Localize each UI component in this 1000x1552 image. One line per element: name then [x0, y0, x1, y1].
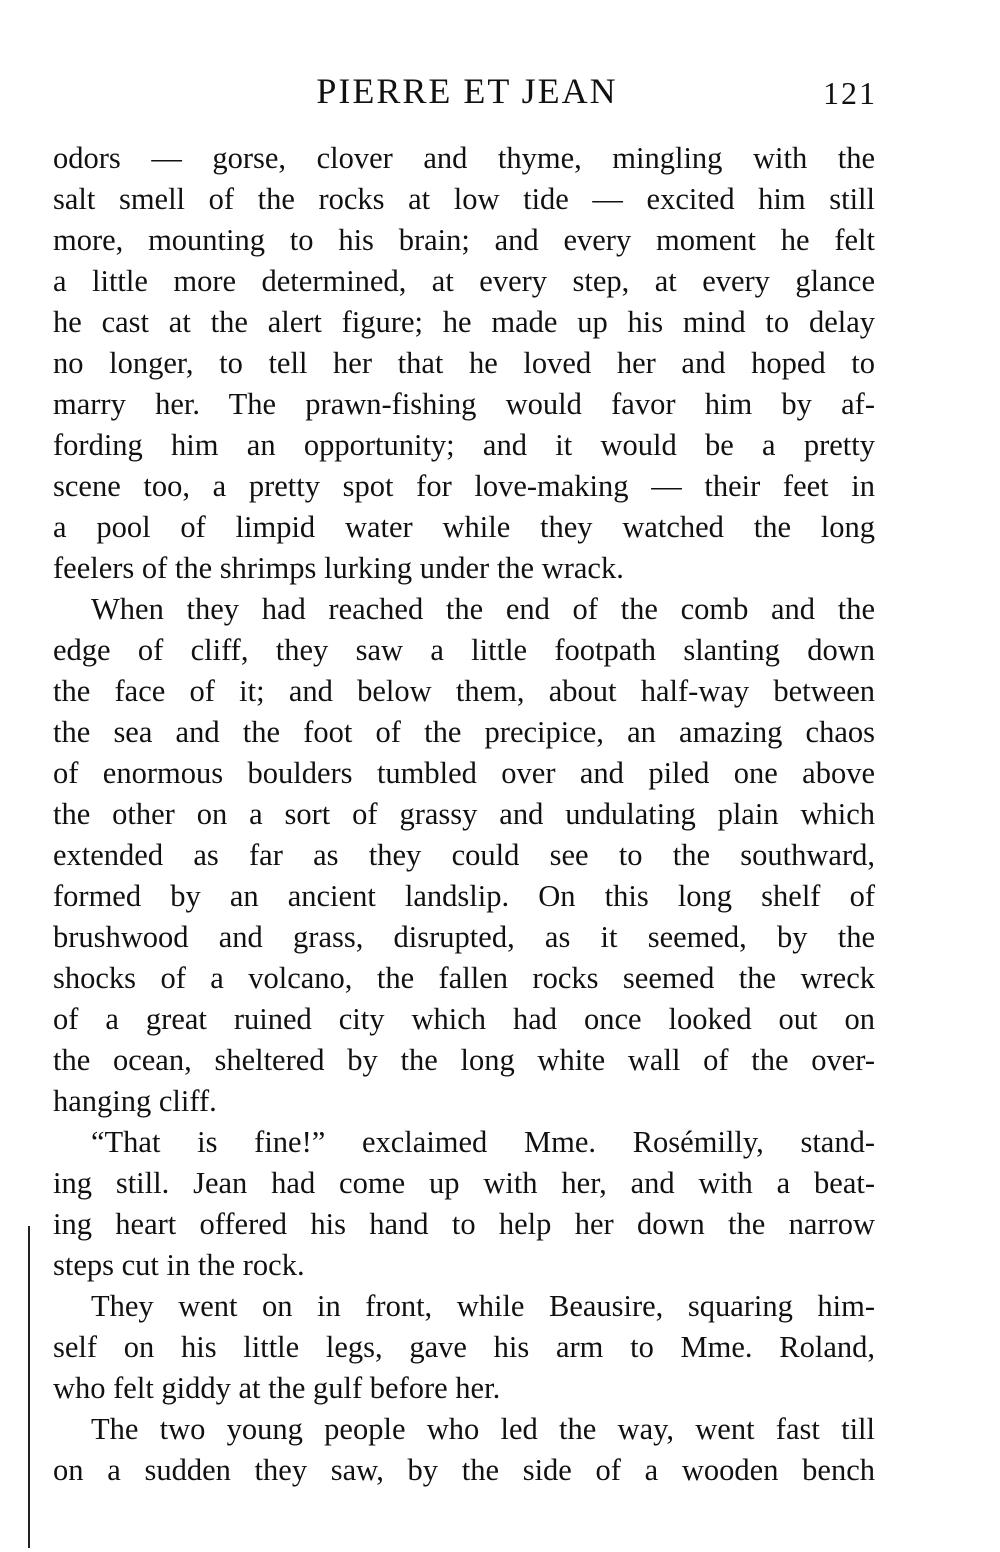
- body-text: [53, 138, 875, 1491]
- text-line: edge of cliff, they saw a little footpath slanting down: [53, 633, 875, 667]
- text-line: shocks of a volcano, the fallen rocks seemed the wreck: [53, 961, 875, 995]
- text-line: marry her. The prawn-fishing would favor him by af-: [53, 387, 875, 421]
- text-line: of enormous boulders tumbled over and piled one above: [53, 756, 875, 790]
- text-line: salt smell of the rocks at low tide — excited him still: [53, 182, 875, 216]
- text-line: steps cut in the rock.: [53, 1248, 305, 1282]
- text-line: a pool of limpid water while they watched the long: [53, 510, 875, 544]
- text-line: the face of it; and below them, about half-way between: [53, 674, 875, 708]
- text-line: feelers of the shrimps lurking under the wrack.: [53, 551, 624, 585]
- running-title: PIERRE ET JEAN: [316, 71, 618, 111]
- running-header: [53, 66, 875, 116]
- text-line: the sea and the foot of the precipice, an amazing chaos: [53, 715, 875, 749]
- text-line: of a great ruined city which had once looked out on: [53, 1002, 875, 1036]
- text-line: who felt giddy at the gulf before her.: [53, 1371, 501, 1405]
- text-line: fording him an opportunity; and it would be a pretty: [53, 428, 875, 462]
- text-line: brushwood and grass, disrupted, as it seemed, by the: [53, 920, 875, 954]
- text-line: on a sudden they saw, by the side of a wooden bench: [53, 1453, 875, 1487]
- text-line: the other on a sort of grassy and undulating plain which: [53, 797, 875, 831]
- text-line: ing still. Jean had come up with her, and with a beat-: [53, 1166, 875, 1200]
- text-line: ing heart offered his hand to help her down the narrow: [53, 1207, 875, 1241]
- margin-scan-line: [28, 1226, 30, 1548]
- text-line: he cast at the alert figure; he made up his mind to delay: [53, 305, 875, 339]
- text-line: extended as far as they could see to the southward,: [53, 838, 875, 872]
- text-line: odors — gorse, clover and thyme, mingling with the: [53, 141, 875, 175]
- text-line: self on his little legs, gave his arm to Mme. Roland,: [53, 1330, 875, 1364]
- text-line: the ocean, sheltered by the long white wall of the over-: [53, 1043, 875, 1077]
- text-line: a little more determined, at every step, at every glance: [53, 264, 875, 298]
- text-line: The two young people who led the way, went fast till: [91, 1412, 875, 1446]
- text-line: scene too, a pretty spot for love-making — their feet in: [53, 469, 875, 503]
- text-line: formed by an ancient landslip. On this long shelf of: [53, 879, 875, 913]
- text-line: hanging cliff.: [53, 1084, 217, 1118]
- page-number: 121: [823, 75, 877, 111]
- text-line: no longer, to tell her that he loved her and hoped to: [53, 346, 875, 380]
- text-line: When they had reached the end of the comb and the: [91, 592, 875, 626]
- text-line: They went on in front, while Beausire, squaring him-: [91, 1289, 875, 1323]
- text-line: more, mounting to his brain; and every moment he felt: [53, 223, 875, 257]
- text-line: “That is fine!” exclaimed Mme. Rosémilly, stand-: [91, 1125, 875, 1159]
